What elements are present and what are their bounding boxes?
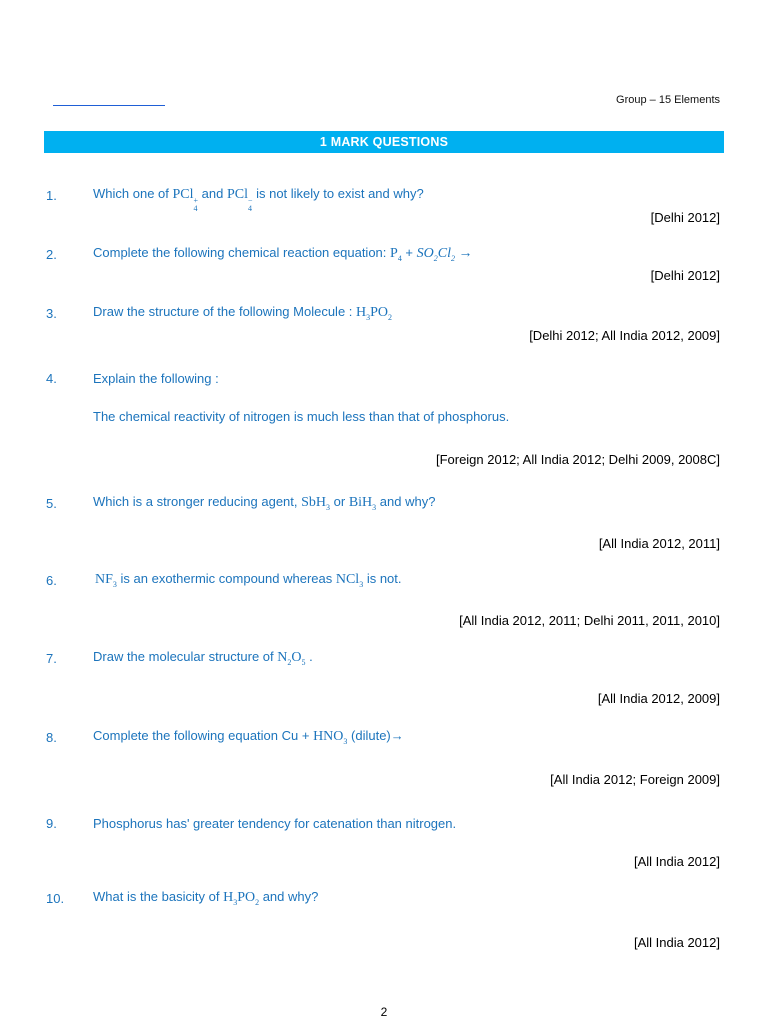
question-text: What is the basicity of $H_3PO_2$ and why? (93, 889, 319, 907)
question-number: 5. (46, 496, 57, 511)
question-source: [All India 2012] (633, 935, 720, 950)
question-source: [Foreign 2012; All India 2012; Delhi 2009, 2008C] (435, 452, 720, 467)
question-number: 8. (46, 730, 57, 745)
formula: $H_3PO_2$ (356, 305, 393, 322)
question-text: Phosphorus has' greater tendency for catenation than nitrogen. (93, 816, 457, 831)
question-text: Which one of PCl + 4 and PCl − 4 is not likely to exist and why? (93, 186, 424, 213)
formula: $H_3PO_2$ (223, 890, 260, 907)
question-text: Draw the structure of the following Molecule : $H_3PO_2$ (93, 304, 393, 322)
section-banner (44, 131, 724, 153)
section-title: 1 MARK QUESTIONS (319, 135, 449, 149)
page-number: 2 (380, 1005, 388, 1019)
question-text: Which is a stronger reducing agent, SbH$_3$ or BiH$_3$ and why? (93, 494, 436, 512)
formula: $NF_3$ (95, 572, 117, 589)
question-number: 10. (46, 891, 65, 906)
question-source: [Delhi 2012] (650, 268, 720, 283)
question-text: Complete the following equation $Cu + HNO_3$ (dilute)→ (93, 728, 404, 746)
header-topic: Group – 15 Elements (616, 94, 720, 106)
question-text: Draw the molecular structure of $N_2O_5$ . (93, 649, 313, 667)
formula: $SO_2Cl_2$ (416, 246, 455, 263)
question-source: [All India 2012, 2011] (598, 536, 720, 551)
formula: PCl + 4 (172, 187, 199, 213)
question-subtext: The chemical reactivity of nitrogen is much less than that of phosphorus. (93, 409, 510, 424)
question-number: 9. (46, 816, 57, 831)
question-text: Explain the following : (93, 371, 219, 386)
question-source: [All India 2012, 2009] (597, 691, 720, 706)
question-source: [All India 2012] (633, 854, 720, 869)
question-number: 4. (46, 371, 57, 386)
question-source: [Delhi 2012; All India 2012, 2009] (529, 328, 720, 343)
question-number: 7. (46, 651, 57, 666)
question-number: 6. (46, 573, 57, 588)
formula: NCl$_3$ (335, 572, 364, 589)
question-number: 3. (46, 306, 57, 321)
formula: $HNO_3$ (313, 729, 348, 746)
question-source: [Delhi 2012] (650, 210, 720, 225)
question-source: [All India 2012; Foreign 2009] (550, 772, 720, 787)
question-number: 2. (46, 247, 57, 262)
formula: $P_4$ (390, 246, 402, 263)
question-text: Complete the following chemical reaction equation: $P_4 + SO_2Cl_2$ → (93, 245, 473, 263)
question-number: 1. (46, 188, 57, 203)
formula: SbH$_3$ (301, 495, 331, 512)
question-text: $NF_3$ is an exothermic compound whereas NCl$_3$ is not. (95, 571, 402, 589)
formula: $N_2O_5$ (277, 650, 306, 667)
formula: BiH$_3$ (348, 495, 377, 512)
formula: PCl − 4 (226, 187, 253, 213)
header-link-underline[interactable] (53, 93, 165, 106)
question-source: [All India 2012, 2011; Delhi 2011, 2011, 2010] (459, 613, 720, 628)
